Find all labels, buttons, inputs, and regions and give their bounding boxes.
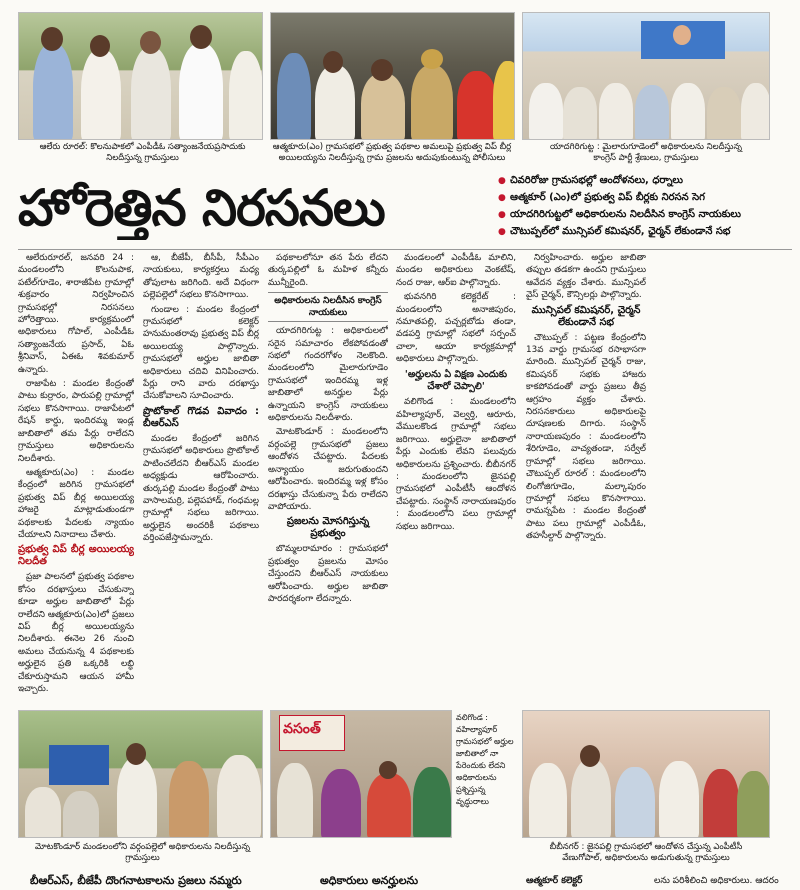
photo-mailarugudem [522, 12, 770, 140]
next-text-right: లను పరిశీలించి అధికారులు. ఆదరం [654, 876, 779, 886]
next-dateline: ఆత్మకూర్ కలెక్టర్ [526, 876, 583, 886]
highlight-item: ● చౌటుప్పల్‌లో మున్సిపల్ కమిషనర్, ఛైర్మన్ లేకుండానే సభ [498, 225, 794, 239]
photo-vargampalle [18, 710, 263, 838]
subheading: ప్రభుత్వ విప్ బీర్ల అయిలయ్య నిలదీత [18, 544, 134, 568]
subheading: అధికారులను నిలదీసిన కాంగ్రెస్ నాయకులు [268, 292, 388, 322]
headline: హోరెత్తిన నిరసనలు [18, 179, 385, 237]
paragraph: వలిగొండ : మండలంలోని వహిల్యాపూర్, వెల్వర్తి, ఆరూరు, వేములకొండ గ్రామాల్లో సభలు జరిగాయి. అర్హులైనా జాబితాలో పేర్లు ఎందుకు లేవని పలువురు అధికారులను ప్రశ్నించారు. బీబీనగర్ : మండలంలోని జైనపల్లి గ్రామసభలో ఎంపీటీసీ ఆందోళన చేపట్టారు. సంస్థాన్ నారాయణపురం : మండలంలోని పలు గ్రామాల్లో సభలు జరిగాయి. [396, 397, 516, 532]
paragraph: రాజాపేట : మండల కేంద్రంతో పాటు కుర్రారం, పారుపల్లి గ్రామాల్లో సభలు కొనసాగాయి. రాజాపేటలో రేషన్ కార్డు, ఇందిరమ్మ ఇండ్ల జాబితాలో తమ పేర్లు రాలేదని గ్రామస్తులు అధికారులను నిలదీశారు. [18, 379, 134, 464]
caption-jainapalli: బీబీనగర్ : జైనపల్లి గ్రామసభలో ఆందోళన చేస్తున్న ఎంపీటీసీ వేణుగోపాల్, అధికారులను అడుగుతున్న గ్రామస్తులు [549, 842, 743, 863]
article-column-5 [526, 252, 646, 700]
article-column-2 [143, 252, 259, 700]
caption-atmakur: ఆత్మకూరు(ఎం) గ్రామసభలో ప్రభుత్వ పథకాల అమలుపై ప్రభుత్వ విప్ బీర్ల అయిలయ్యను నిలదీస్తున్న గ్రామ ప్రజలను అదుపుకుంటున్న పోలీసులు [272, 142, 512, 163]
paragraph: మండల కేంద్రంలో జరిగిన గ్రామసభలో అధికారులు ప్రొటోకాల్ పాటించలేదని బీఆర్ఎస్ మండల అధ్యక్షుడు ఆరోపించారు. తుర్కపల్లి మండల కేంద్రంతో పాటు వాసాలమర్రి, పల్లెపహాడ్, గంధమల్ల గ్రామాల్లో సభలు జరిగాయి. అర్హులైన అందరికీ పథకాలు వర్తింపజేస్తామన్నారు. [143, 433, 259, 544]
highlight-item: ● చివరిరోజు గ్రామసభల్లో ఆందోళనలు, ధర్నాలు [498, 174, 794, 188]
caption-mailarugudem: యాదగిరిగుట్ట : మైలారుగూడెంలో అధికారులను నిలదీస్తున్న కాంగ్రెస్ పార్టీ శ్రేణులు, గ్రామస్తులు [550, 142, 742, 163]
next-headline-middle: అధికారులు అనర్హులను [320, 874, 419, 887]
article-column-4 [396, 252, 516, 700]
paragraph: యాదగిరిగుట్ట : అధికారులలో సరైన సమాచారం లేకపోవడంతో సభలో గందరగోళం నెలకొంది. మండలంలోని మైలారుగూడెం గ్రామసభలో ఇందిరమ్మ ఇళ్ల జాబితాలో అనర్హుల పేర్లు ఉన్నాయని కాంగ్రెస్ నాయకులు అధికారులను నిలదీశారు. [268, 326, 388, 424]
photo-vahilyapur [270, 710, 452, 838]
photo-atmakur-gramsabha [270, 12, 515, 140]
article-column-6 [654, 252, 776, 700]
banner-text: వసంత్ [283, 721, 321, 737]
photo-kolanupaka [18, 12, 263, 140]
photo-jainapalli [522, 710, 770, 838]
paragraph: ఆలేరురూరల్, జనవరి 24 : మండలంలోని కొలనుపాక, పటేల్‌గూడెం, శారాజీపేట గ్రామాల్లో శుక్రవారం నిర్వహించిన గ్రామసభల్లో నిరసనలు హోరెత్తాయి. కార్యక్రమంలో అధికారులు గోపాల్, ఎంపీడీఓ సత్యాంజనేయ ప్రసాద్, ఏఓ శ్రీనివాస్, ఏఈఓ శివకుమార్ ఉన్నారు. [18, 253, 134, 375]
caption-vahilyapur: వలిగొండ : వహిల్యాపూర్ గ్రామసభలో అర్హుల జాబితాలో నా పేరెందుకు లేదని అధికారులను ప్రశ్నిస్తున్న వృద్ధురాలు [456, 713, 514, 806]
paragraph: మోటకొండూర్ : మండలంలోని వర్గంపల్లె గ్రామసభలో ప్రజలు ఆందోళన చేపట్టారు. పేదలకు అన్యాయం జరుగుతుందని ఆరోపించారు. ఇందిరమ్మ ఇళ్ల కోసం దరఖాస్తు చేసుకున్నా పేరు రాలేదని వాపోయారు. [268, 427, 388, 512]
subheading: ప్రజలను మోసగిస్తున్న ప్రభుత్వం [286, 516, 370, 540]
paragraph: ఆ, బీజేపీ, బీసీపీ, సీపీఎం నాయకులు, కార్యకర్తలు మధ్య తోపులాట జరిగింది. అదే విధంగా పల్లెపల్లెలో సభలు కొనసాగాయి. [143, 253, 259, 301]
paragraph: ఆత్మకూరు(ఎం) : మండల కేంద్రంలో జరిగిన గ్రామసభలో ప్రభుత్వ విప్ బీర్ల అయిలయ్య హాజరై మాట్లాడుతుండగా పథకాలకు పేదలకు న్యాయం చేయాలని నినాదాలు చేశారు. [18, 467, 134, 540]
paragraph: చౌటుప్పల్ : పట్టణ కేంద్రంలోని 13వ వార్డు గ్రామసభ రసాభాసగా మారింది. మున్సిపల్ చైర్మన్ రాజు, కమిషనర్ సభకు హాజరు కాకపోవడంతో వార్డు ప్రజలు తీవ్ర ఆగ్రహం వ్యక్తం చేశారు. నిరసనకారులు అధికారులపై దూషణలకు దిగారు. సంస్థాన్ నారాయణపురం : మండలంలోని శేరిగూడెం, వాచ్యతండా, సర్వేల్ గ్రామాల్లో సభలు జరిగాయి. చౌటుప్పల్ రూరల్ : మండలంలోని లింగోజిగూడెం, మల్కాపురం గ్రామాల్లో సభలు కొనసాగాయి. రామన్నపేట : మండల కేంద్రంతో పాటు పలు గ్రామాల్లో ఎంపీడీఓ, తహసీల్దార్ పాల్గొన్నారు. [526, 332, 646, 542]
subheading: మున్సిపల్ కమిషనర్, చైర్మన్ లేకుండానే సభ [531, 304, 641, 328]
highlight-item: ● ఆత్మకూర్ (ఎం)లో ప్రభుత్వ విప్ బీర్లకు నిరసన సెగ [498, 191, 794, 205]
paragraph: నిర్వహించారు. అర్హుల జాబితా తప్పుల తడకగా ఉందని గ్రామస్తులు ఆవేదన వ్యక్తం చేశారు. మున్సిపల్ వైస్ చైర్మన్, కౌన్సిలర్లు పాల్గొన్నారు. [526, 253, 646, 301]
paragraph: పథకాలలోనూ తన పేరు లేదని తుర్కపల్లిలో ఓ మహిళ కన్నీరు మున్నీరైంది. [268, 253, 388, 288]
paragraph: భువనగిరి కలెక్టరేట్ : మండలంలోని అనాజిపురం, నమాతపల్లి, పచ్చర్లబోడు తండా, వడపర్తి గ్రామాల్లో సభలో సర్పంచ్ చాలా, ఆయా కార్యక్రమాల్లో అధికారులు పాల్గొన్నారు. [396, 292, 516, 365]
divider [18, 249, 792, 250]
subheading: ప్రొటోకాల్ గొడవ వివాదం : బీఆర్ఎస్ [143, 405, 259, 429]
paragraph: బొమ్మలరామారం : గ్రామసభలో ప్రభుత్వం ప్రజలను మోసం చేస్తుందని బీఆర్ఎస్ నాయకులు ఆరోపించారు. అర్హుల జాబితా పారదర్శకంగా లేదన్నారు. [268, 544, 388, 604]
article-column-1 [18, 252, 134, 700]
highlight-item: ● యాదగిరిగుట్టలో అధికారులను నిలదీసిన కాంగ్రెస్ నాయకులు [498, 208, 794, 222]
next-article-strip [0, 872, 800, 890]
paragraph: మండలంలో ఎంపీడీఓ మాలిని, మండల అధికారులు వెంకటేష్, నంద రాజు, ఆర్ఐ పాల్గొన్నారు. [396, 253, 516, 288]
paragraph: గుండాల : మండల కేంద్రంలో గ్రామసభలో కలెక్టర్ హనుమంతరావు ప్రభుత్వ విప్ బీర్ల అయిలయ్య పాల్గొన్నారు. గ్రామసభలో అర్హుల జాబితా అధికారులు చదివి వినిపించారు. పేర్లు రాని వారు దరఖాస్తు చేసుకోవాలని సూచించారు. [143, 304, 259, 402]
next-headline-left: బీఆర్ఎస్, బీజేపీ దొంగనాటకాలను ప్రజలు నమ్మరు [30, 874, 242, 887]
pull-quote: 'అర్హులను ఏ విక్షణ ఎందుకు చేశారో చెప్పాలి' [404, 368, 508, 393]
article-column-3 [268, 252, 388, 700]
highlights-list [498, 174, 794, 242]
caption-kolanupaka: ఆలేరు రూరల్: కొలనుపాకలో ఎంపీడీఓ సత్యాంజనేయప్రసాదుకు నిలదీస్తున్న గ్రామస్తులు [39, 142, 246, 163]
caption-vargampalle: మోటకొండూర్ మండలంలోని వర్గంపల్లెలో అధికారులను నిలదీస్తున్న గ్రామస్తులు [35, 842, 250, 863]
paragraph: ప్రజా పాలనలో ప్రభుత్వ పథకాల కోసం దరఖాస్తులు చేసుకున్నా కూడా అర్హుల జాబితాలో పేర్లు రాలేదని ఆత్మకూరు(ఎం)లో ప్రజలు విప్ బీర్ల అయిలయ్యను నిలదీశారు. ఈనెల 26 నుంచి అమలు చేయనున్న 4 పథకాలకు అర్హులైన ప్రతి ఒక్కరికి లబ్ధి చేకూరుస్తామని ఆయన హామీ ఇచ్చారు. [18, 572, 134, 694]
